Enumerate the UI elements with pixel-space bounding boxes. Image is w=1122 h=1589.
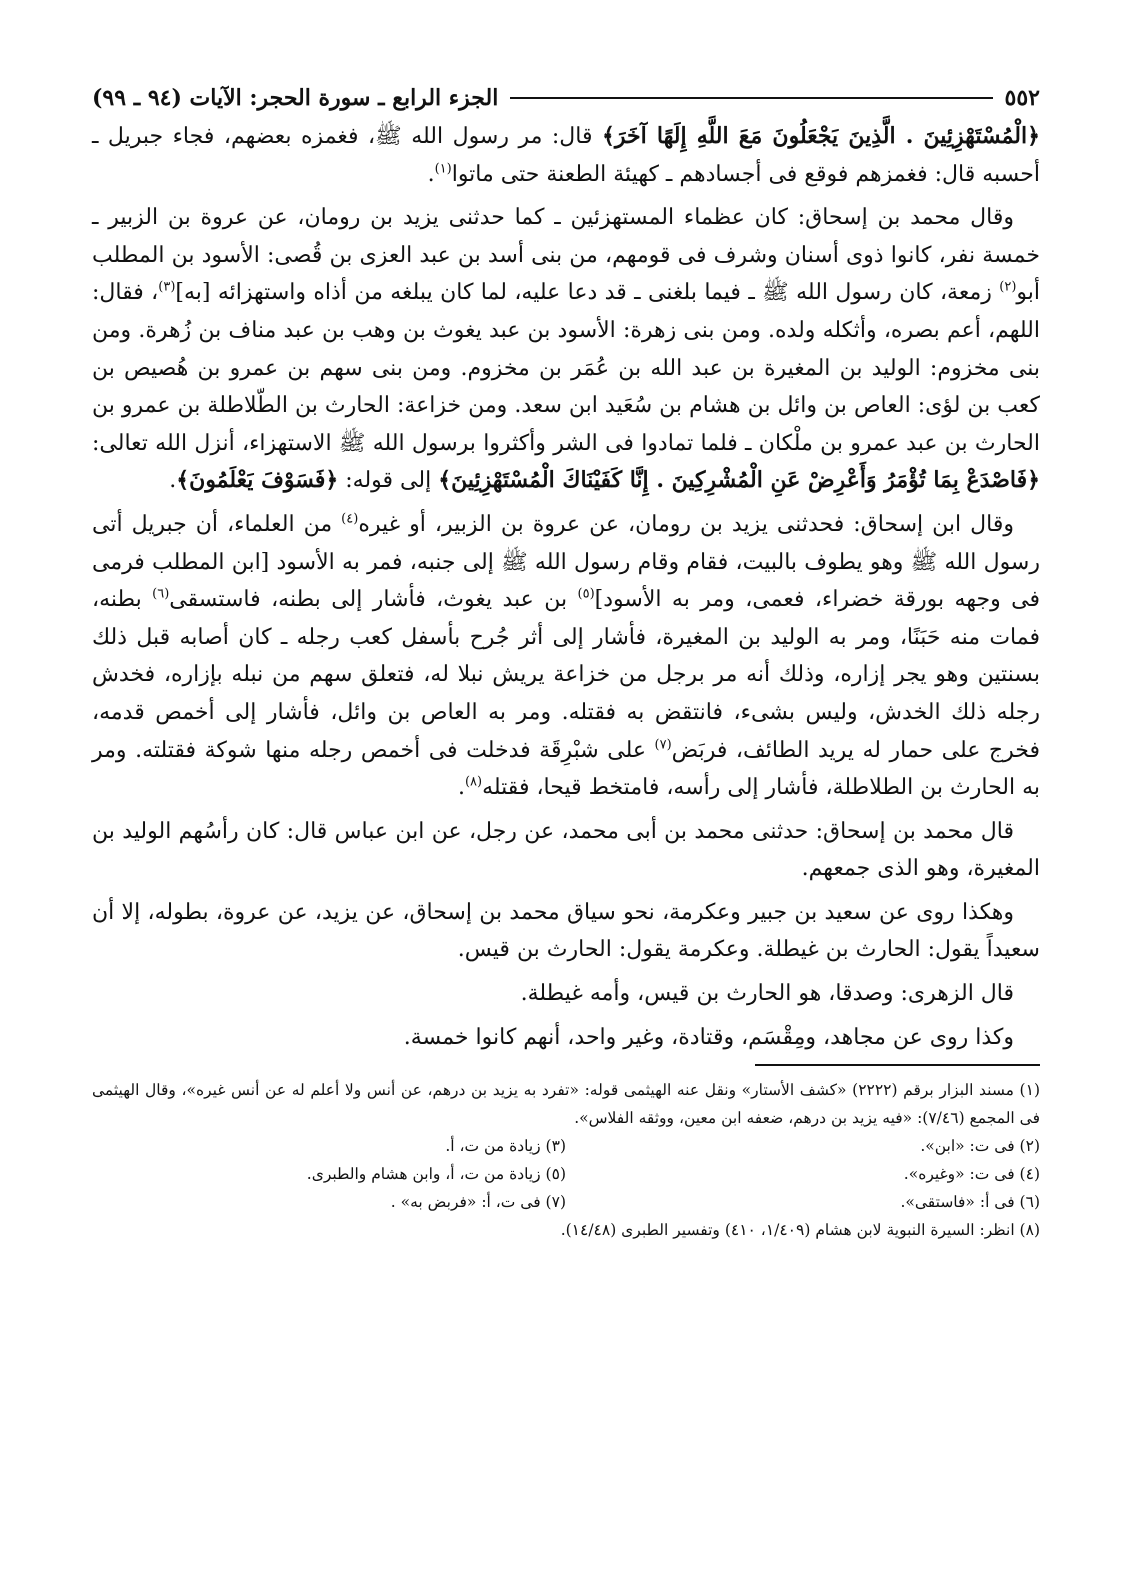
paragraph-5 [92, 894, 1040, 969]
text-run: على شبْرِقَة فدخلت فى أخمص رجله منها شوكة فقتلته. ومر به الحارث بن الطلاطلة، فأشار إلى رأسه، فامتخط قيحا، فقتله [92, 737, 1040, 801]
text-run: . [427, 161, 435, 187]
footnote-7: (٧) فى ت، أ: «فربض به» . [390, 1193, 566, 1212]
footnote-row [92, 1132, 1040, 1160]
text-run: ، فقال: اللهم، أعم بصره، وأثكله ولده. ومن بنى زهرة: الأسود بن عبد يغوث بن وهب بن عبد مناف بن زُهرة. ومن بنى مخزوم: الوليد بن المغيرة بن عبد الله بن عُمَر بن مخزوم. ومن بنى سهم بن عمرو بن هُصيص بن كعب بن لؤى: العاص بن وائل بن هشام بن سُعَيد ابن سعد. ومن خزاعة: الحارث بن الطّلاطلة بن عمرو بن الحارث بن عبد عمرو بن ملْكان ـ فلما تمادوا فى الشر وأكثروا برسول الله ﷺ الاستهزاء، أنزل الله تعالى: [92, 280, 1040, 456]
footnote-ref-3: (٣) [158, 280, 176, 296]
quran-verse: ﴿فَاصْدَعْ بِمَا تُؤْمَرُ وَأَعْرِضْ عَنِ الْمُشْرِكِينَ . إِنَّا كَفَيْنَاكَ الْمُسْتَهْزِئِينَ﴾ [438, 467, 1040, 494]
paragraph-7 [92, 1019, 1040, 1057]
text-run: قال الزهرى: وصدقا، هو الحارث بن قيس، وأمه غيطلة. [520, 981, 1014, 1007]
paragraph-6 [92, 975, 1040, 1013]
running-title: الجزء الرابع ـ سورة الحجر: الآيات (٩٤ ـ ٩٩) [92, 85, 499, 111]
footnotes [92, 1076, 1040, 1244]
book-page [92, 78, 1040, 1244]
text-run: وهكذا روى عن سعيد بن جبير وعكرمة، نحو سياق محمد بن إسحاق، عن يزيد، عن عروة، بطوله، إلا أن سعيداً يقول: الحارث بن غيطلة. وعكرمة يقول: الحارث بن قيس. [92, 899, 1040, 963]
text-run: زمعة، كان رسول الله ﷺ ـ فيما بلغنى ـ قد دعا عليه، لما كان يبلغه من أذاه واستهزائه [به] [175, 280, 1000, 306]
text-run: . [457, 775, 465, 801]
footnote-6: (٦) فى أ: «فاستقى». [900, 1193, 1040, 1212]
footnote-ref-4: (٤) [341, 511, 359, 527]
paragraph-1 [92, 118, 1040, 193]
footnote-ref-6: (٦) [152, 586, 170, 602]
footnote-1: (١) مسند البزار برقم (٢٢٢٢) «كشف الأستار» ونقل عنه الهيثمى قوله: «تفرد به يزيد بن درهم، عن أنس ولا أعلم له عن أنس غيره»، وقال الهيثمى فى المجمع (٧/٤٦): «فيه يزيد بن درهم، ضعفه ابن معين، ووثقه الفلاس». [92, 1081, 1040, 1128]
footnote-2: (٢) فى ت: «ابن». [920, 1137, 1040, 1156]
quran-verse: ﴿الْمُسْتَهْزِئِينَ . الَّذِينَ يَجْعَلُونَ مَعَ اللَّهِ إِلَهًا آخَرَ﴾ [602, 123, 1041, 149]
text-run: وقال ابن إسحاق: فحدثنى يزيد بن رومان، عن عروة بن الزبير، أو غيره [358, 511, 1015, 537]
running-header [92, 78, 1040, 118]
main-text [92, 118, 1040, 1056]
footnote-ref-1: (١) [434, 161, 452, 177]
text-run: بطنه، فمات منه حَبَنًا، ومر به الوليد بن المغيرة، فأشار إلى أثر جُرح بأسفل كعب رجله ـ كان أصابه قبل ذلك بسنتين وهو يجر إزاره، وذلك أنه مر برجل من خزاعة يريش نبلا له، فتعلق سهم من نبله بإزاره، فخدش رجله ذلك الخدش، وليس بشىء، فانتقض به فقتله. ومر به العاص بن وائل، فأشار إلى أخمص قدمه، فخرج على حمار له يريد الطائف، فربَض [92, 587, 1040, 763]
text-run: . [169, 468, 177, 494]
footnote-3: (٣) زيادة من ت، أ. [445, 1137, 566, 1156]
footnote-8: (٨) انظر: السيرة النبوية لابن هشام (١/٤٠٩، ٤١٠) وتفسير الطبرى (١٤/٤٨). [560, 1221, 1040, 1240]
text-run: إلى قوله: [338, 468, 439, 494]
text-run: وكذا روى عن مجاهد، ومِقْسَم، وقتادة، وغير واحد، أنهم كانوا خمسة. [403, 1024, 1014, 1050]
footnote-ref-7: (٧) [654, 737, 672, 753]
footnote-rule [755, 1064, 1040, 1066]
footnote-5: (٥) زيادة من ت، أ، وابن هشام والطبرى. [306, 1165, 566, 1184]
footnote-ref-8: (٨) [464, 774, 483, 790]
footnote-ref-2: (٢) [999, 280, 1017, 296]
text-run: قال محمد بن إسحاق: حدثنى محمد بن أبى محمد، عن رجل، عن ابن عباس قال: كان رأسُهم الوليد بن المغيرة، وهو الذى جمعهم. [92, 818, 1040, 882]
page-number: ٥٥٢ [1004, 85, 1040, 111]
paragraph-3 [92, 506, 1040, 807]
footnote-row [92, 1160, 1040, 1188]
paragraph-4 [92, 813, 1040, 888]
text-run: قال: مر رسول الله ﷺ، فغمزه بعضهم، فجاء جبريل ـ أحسبه قال: فغمزهم فوقع فى أجسادهم ـ كهيئة الطعنة حتى ماتوا [92, 124, 1040, 187]
footnote-4: (٤) فى ت: «وغيره». [903, 1165, 1040, 1184]
text-run: وقال محمد بن إسحاق: كان عظماء المستهزئين ـ كما حدثنى يزيد بن رومان، عن عروة بن الزبير ـ خمسة نفر، كانوا ذوى أسنان وشرف فى قومهم، من بنى أسد بن عبد العزى بن قُصى: الأسود بن المطلب أبو [92, 205, 1040, 306]
paragraph-2 [92, 199, 1040, 500]
text-run: بن عبد يغوث، فأشار إلى بطنه، فاستسقى [169, 587, 578, 613]
header-rule [510, 97, 992, 99]
footnote-ref-5: (٥) [577, 586, 595, 602]
footnote-row [92, 1188, 1040, 1216]
quran-verse: ﴿فَسَوْفَ يَعْلَمُونَ﴾ [176, 467, 339, 494]
text-run: من العلماء، أن جبريل أتى رسول الله ﷺ وهو يطوف بالبيت، فقام وقام رسول الله ﷺ إلى جنبه، فمر به الأسود [ابن المطلب فرمى فى وجهه بورقة خضراء، فعمى، ومر به الأسود] [92, 511, 1040, 613]
